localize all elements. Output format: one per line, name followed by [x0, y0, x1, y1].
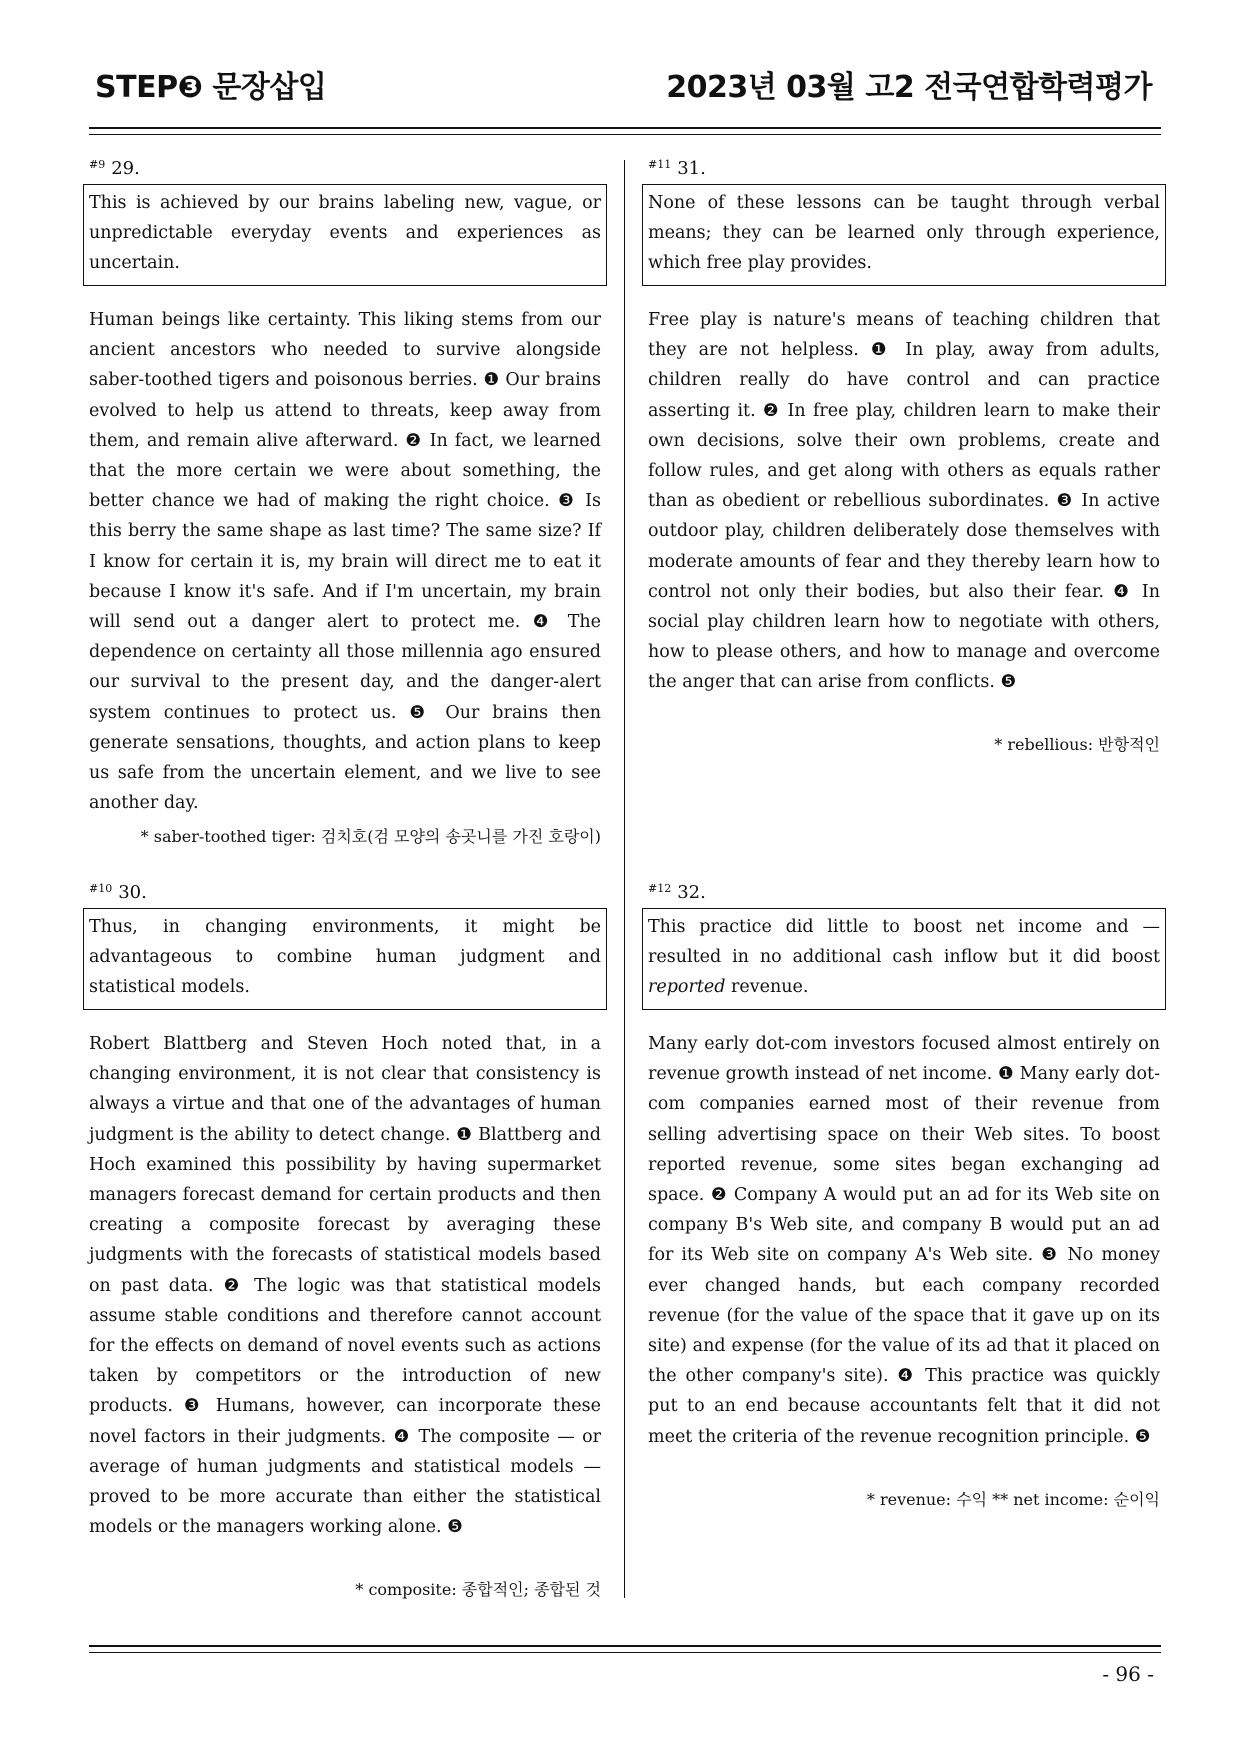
question-30-number	[89, 882, 147, 903]
question-30-footnote: * composite: 종합적인; 종합된 것	[355, 1580, 601, 1599]
question-29-tag: #9	[89, 158, 106, 171]
footer-rule	[89, 1645, 1161, 1653]
question-29-number	[89, 158, 140, 179]
question-31-given-sentence: None of these lessons can be taught through verbal means; they can be learned only through experience, which free play provides.	[642, 184, 1166, 286]
header-rule	[89, 127, 1161, 135]
question-29-num: 29.	[111, 158, 140, 179]
question-30-passage: Robert Blattberg and Steven Hoch noted that, in a changing environment, it is not clear that consistency is always a virtue and that one of the advantages of human judgment is the ability to detect change. ❶ Blattberg and Hoch examined this possibility by having supermarket managers forecast demand for certain products and then creating a composite forecast by averaging these judgments with the forecasts of statistical models based on past data. ❷ The logic was that statistical models assume stable conditions and therefore cannot account for the effects on demand of novel events such as actions taken by competitors or the introduction of new products. ❸ Humans, however, can incorporate these novel factors in their judgments. ❹ The composite — or average of human judgments and statistical models — proved to be more accurate than either the statistical models or the managers working alone. ❺	[89, 1034, 601, 1538]
header-exam-title: 2023년 03월 고2 전국연합학력평가	[666, 70, 1152, 105]
question-29-passage: Human beings like certainty. This liking stems from our ancient ancestors who needed to survive alongside saber-toothed tigers and poisonous berries. ❶ Our brains evolved to help us attend to threats, keep away from them, and remain alive afterward. ❷ In fact, we learned that the more certain we were about something, the better chance we had of making the right choice. ❸ Is this berry the same shape as last time? The same size? If I know for certain it is, my brain will direct me to eat it because I know it's safe. And if I'm uncertain, my brain will send out a danger alert to protect me. ❹ The dependence on certainty all those millennia ago ensured our survival to the present day, and the danger-alert system continues to protect us. ❺ Our brains then generate sensations, thoughts, and action plans to keep us safe from the uncertain element, and we live to see another day.	[89, 310, 601, 814]
question-31-num: 31.	[677, 158, 706, 179]
question-30-num: 30.	[118, 882, 147, 903]
question-31-number	[648, 158, 706, 179]
question-32-tag: #12	[648, 882, 672, 895]
column-divider	[624, 160, 625, 1598]
question-32-given-sentence	[642, 908, 1166, 1010]
question-32-footnote: * revenue: 수익 ** net income: 순이익	[866, 1490, 1160, 1509]
question-32-box-italic: reported	[648, 977, 726, 997]
page-number: - 96 -	[1102, 1662, 1154, 1686]
question-32-passage: Many early dot-com investors focused almost entirely on revenue growth instead of net income. ❶ Many early dot-com companies earned most of their revenue from selling advertising space on their Web sites. To boost reported revenue, some sites began exchanging ad space. ❷ Company A would put an ad for its Web site on company B's Web site, and company B would put an ad for its Web site on company A's Web site. ❸ No money ever changed hands, but each company recorded revenue (for the value of the space that it gave up on its site) and expense (for the value of its ad that it placed on the other company's site). ❹ This practice was quickly put to an end because accountants felt that it did not meet the criteria of the revenue recognition principle. ❺	[648, 1034, 1160, 1447]
question-32-box-text-before: This practice did little to boost net income and — resulted in no additional cash inflow but it did boost	[648, 917, 1160, 967]
question-29-footnote: * saber-toothed tiger: 검치호(검 모양의 송곳니를 가진 호랑이)	[140, 827, 601, 846]
header-step-title: STEP❸ 문장삽입	[95, 70, 327, 105]
question-32-box-text-after: revenue.	[731, 977, 809, 997]
question-32-num: 32.	[677, 882, 706, 903]
question-32-number	[648, 882, 706, 903]
question-29-given-sentence: This is achieved by our brains labeling new, vague, or unpredictable everyday events and experiences as uncertain.	[83, 184, 607, 286]
question-31-footnote: * rebellious: 반항적인	[994, 735, 1160, 754]
question-30-given-sentence: Thus, in changing environments, it might be advantageous to combine human judgment and statistical models.	[83, 908, 607, 1010]
question-31-passage: Free play is nature's means of teaching children that they are not helpless. ❶ In play, away from adults, children really do have control and can practice asserting it. ❷ In free play, children learn to make their own decisions, solve their own problems, create and follow rules, and get along with others as equals rather than as obedient or rebellious subordinates. ❸ In active outdoor play, children deliberately dose themselves with moderate amounts of fear and they thereby learn how to control not only their bodies, but also their fear. ❹ In social play children learn how to negotiate with others, how to please others, and how to manage and overcome the anger that can arise from conflicts. ❺	[648, 310, 1160, 693]
question-30-tag: #10	[89, 882, 113, 895]
question-31-tag: #11	[648, 158, 672, 171]
